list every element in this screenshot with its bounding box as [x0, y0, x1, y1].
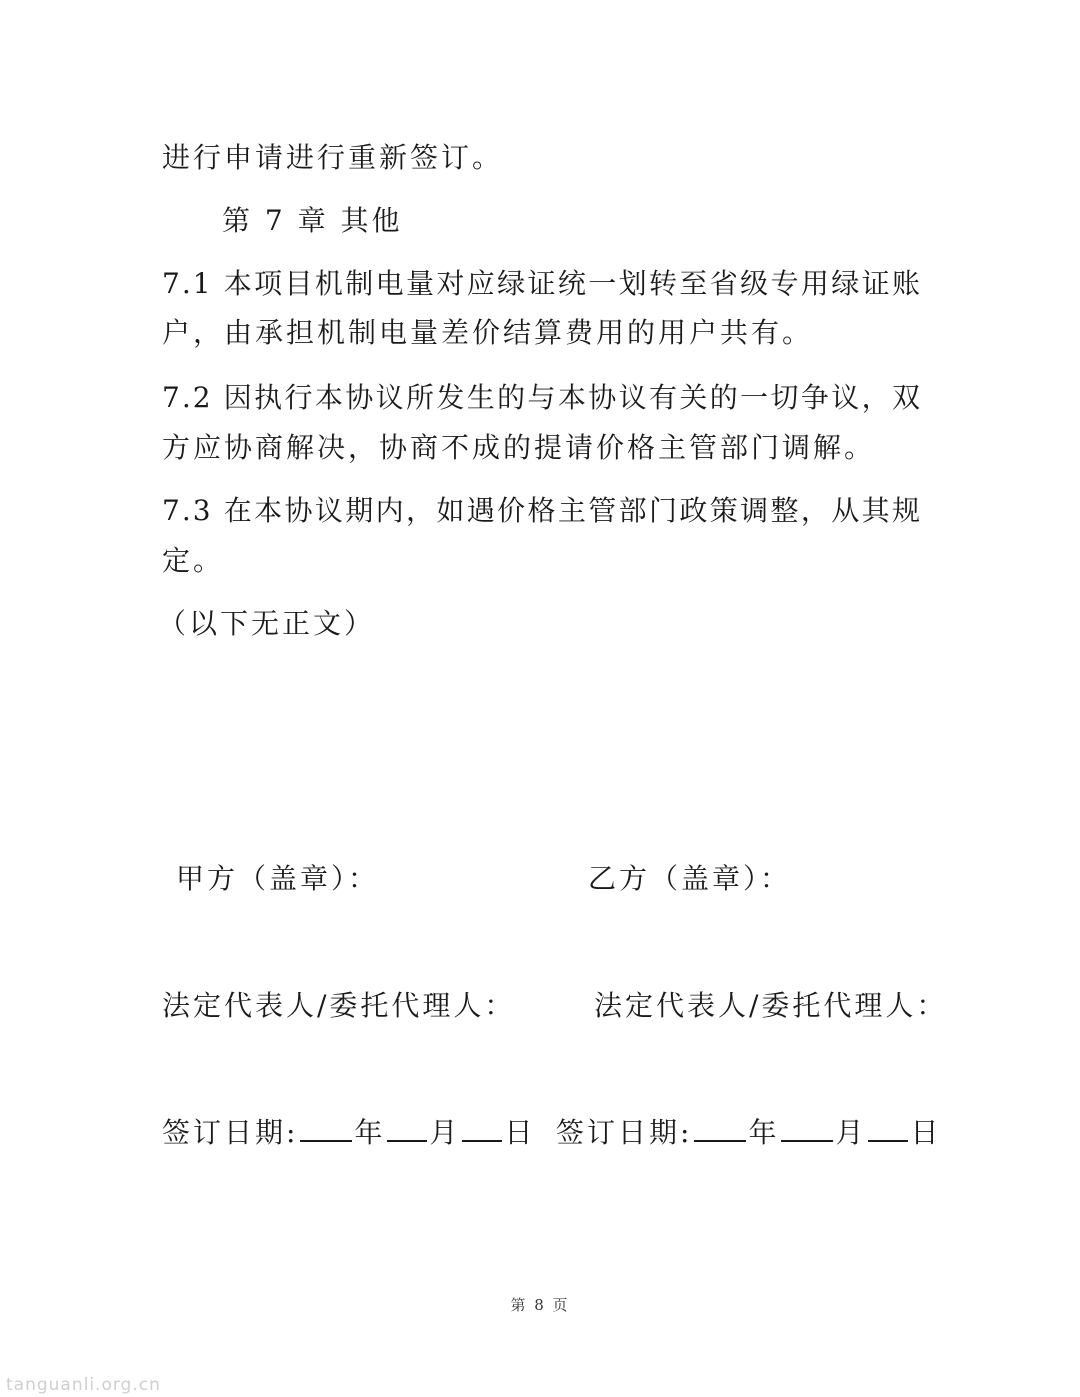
no-more-text-note: （以下无正文）	[158, 607, 376, 640]
signing-date-label: 签订日期:	[556, 1116, 693, 1149]
clause-7-1-line1: 7.1 本项目机制电量对应绿证统一划转至省级专用绿证账	[162, 267, 922, 300]
day-label: 日	[504, 1116, 536, 1149]
year-label: 年	[354, 1116, 386, 1149]
chapter-heading: 第 7 章 其他	[222, 204, 403, 237]
clause-7-1-line2: 户，由承担机制电量差价结算费用的用户共有。	[162, 316, 814, 349]
day-blank	[868, 1114, 908, 1142]
day-blank	[462, 1114, 502, 1142]
day-label: 日	[910, 1116, 942, 1149]
signing-date-a	[162, 1114, 535, 1151]
party-b-label: 乙方（盖章）：	[588, 862, 792, 895]
clause-7-3-line1: 7.3 在本协议期内，如遇价格主管部门政策调整，从其规	[162, 494, 922, 527]
year-label: 年	[748, 1116, 780, 1149]
month-blank	[781, 1114, 833, 1142]
month-label: 月	[429, 1116, 461, 1149]
month-blank	[387, 1114, 427, 1142]
year-blank	[300, 1114, 352, 1142]
clause-7-2-line1: 7.2 因执行本协议所发生的与本协议有关的一切争议，双	[162, 381, 922, 414]
representative-a-label: 法定代表人/委托代理人：	[162, 989, 516, 1022]
party-a-label: 甲方（盖章）：	[176, 862, 380, 895]
signing-date-b	[556, 1114, 941, 1151]
representative-b-label: 法定代表人/委托代理人：	[594, 989, 948, 1022]
page-number: 第 8 页	[510, 1296, 570, 1314]
signing-date-label: 签订日期:	[162, 1116, 299, 1149]
watermark: tanguanli.org.cn	[6, 1375, 161, 1395]
clause-7-3-line2: 定。	[162, 544, 225, 577]
clause-7-2-line2: 方应协商解决，协商不成的提请价格主管部门调解。	[162, 431, 876, 464]
year-blank	[694, 1114, 746, 1142]
month-label: 月	[835, 1116, 867, 1149]
paragraph-line: 进行申请进行重新签订。	[162, 141, 504, 174]
